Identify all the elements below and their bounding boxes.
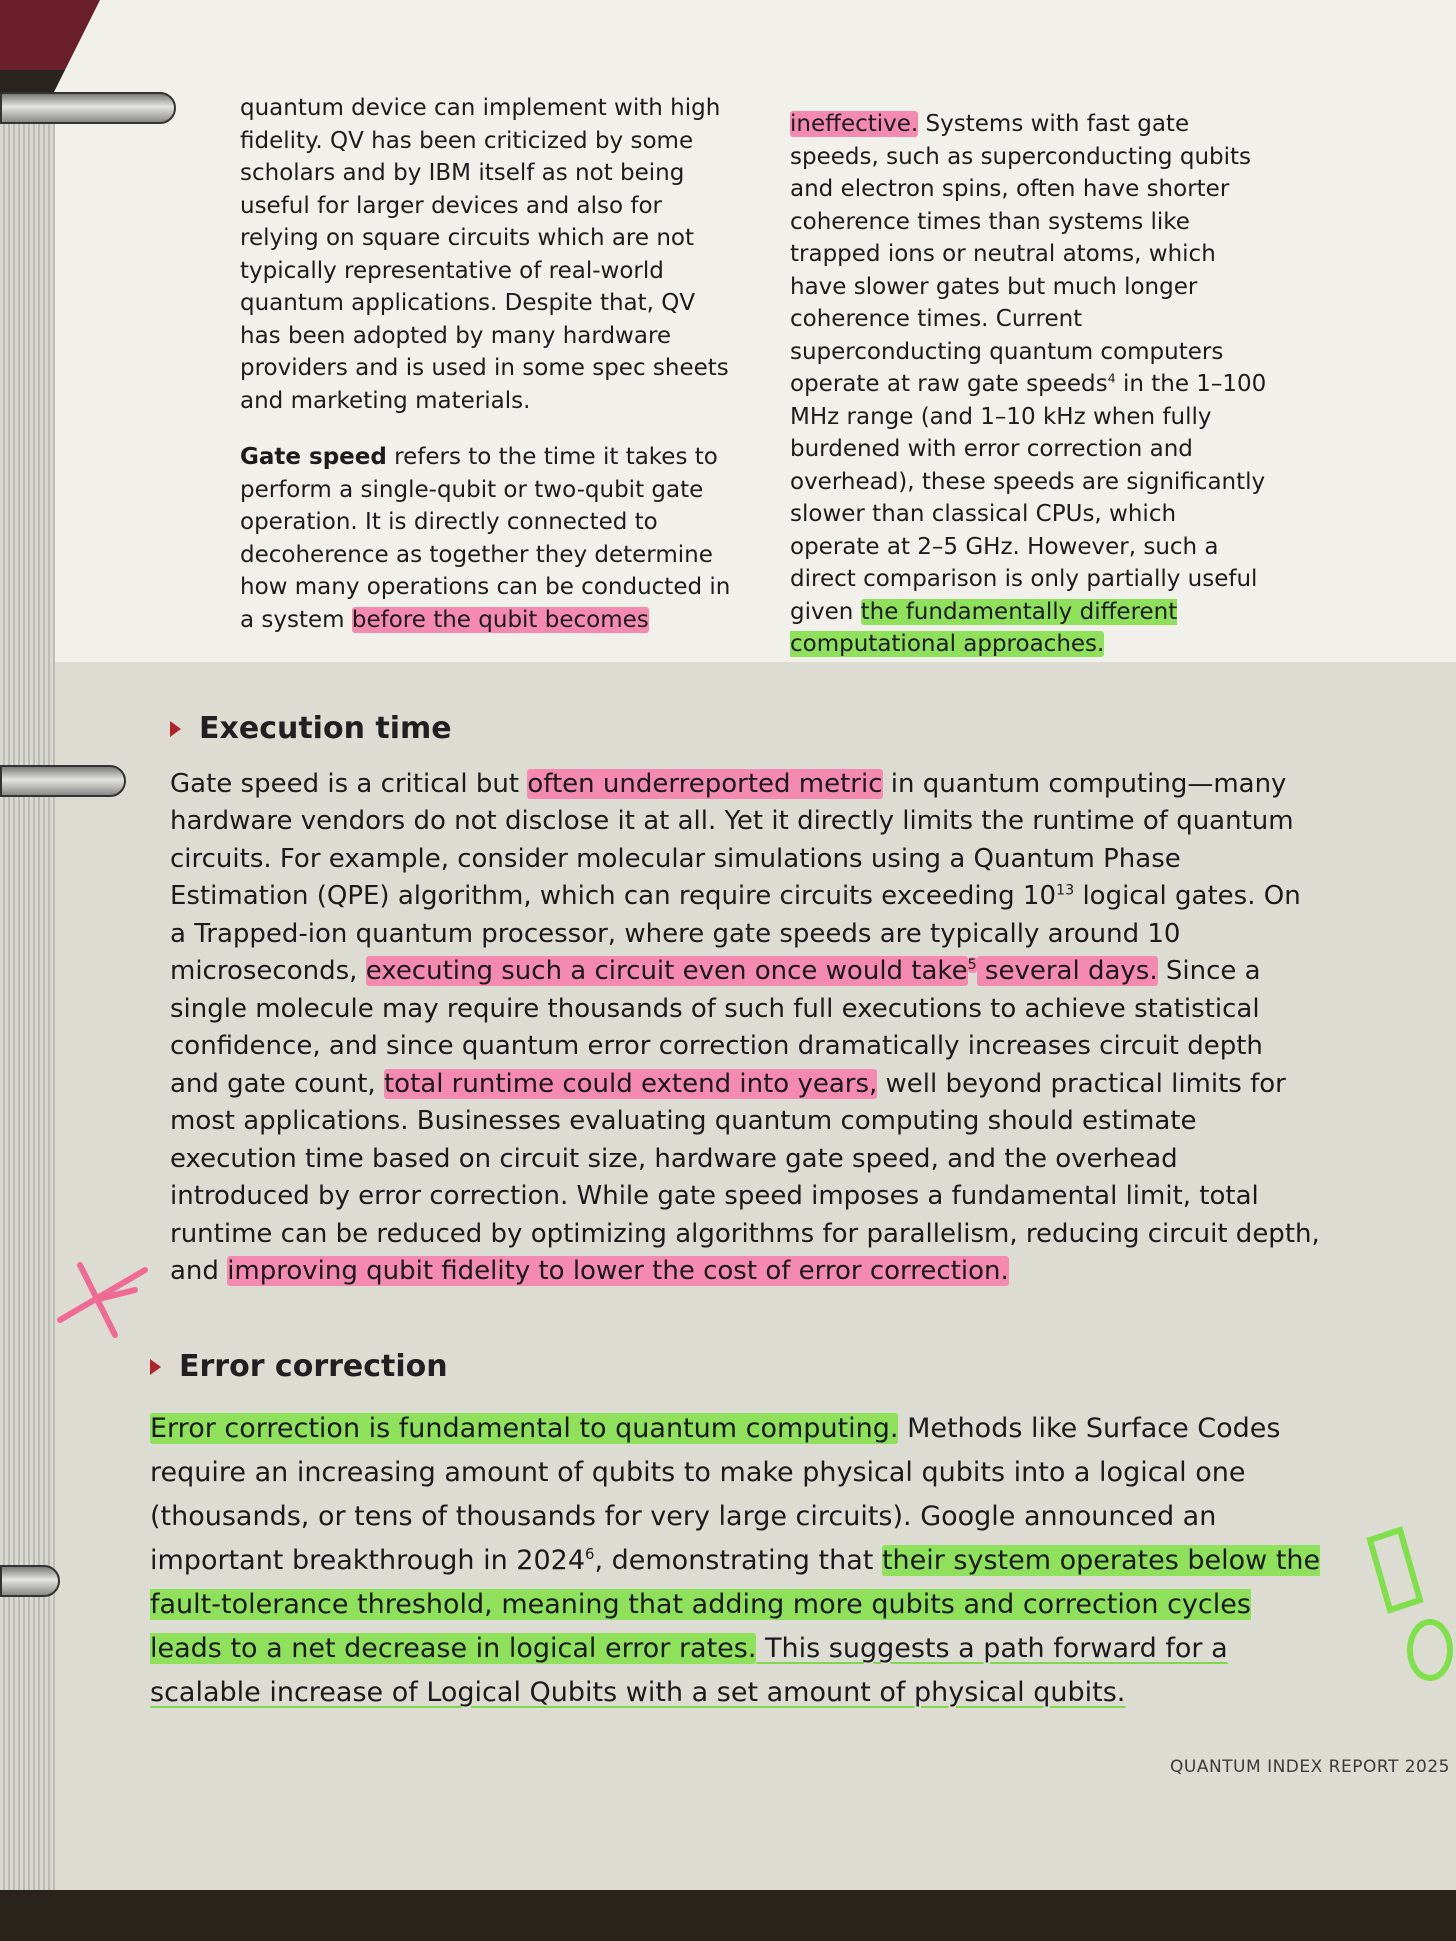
pink-highlight: executing such a circuit even once would take (365, 956, 968, 986)
execution-time-heading: Execution time (170, 710, 1320, 748)
footnote-ref: 6 (585, 1545, 595, 1563)
error-correction-paragraph: Error correction is fundamental to quantum computing. Methods like Surface Codes require an increasing amount of qubits to make physical qubits into a logical one (thousands, or tens of thousands for very large circuits). Google announced an important breakthrough in 2024$^6$, demonstrating that their system operates below the fault-tolerance threshold, meaning that adding more qubits and correction cycles leads to a net decrease in logical error rates. This suggests a path forward for a scalable increase of Logical Qubits with a set amount of physical qubits. (150, 1413, 1321, 1708)
pink-star-mark (60, 1265, 145, 1335)
pink-highlight: before the qubit becomes (351, 606, 649, 633)
report-footer: QUANTUM INDEX REPORT 2025 (1170, 1757, 1450, 1777)
green-underline: This suggests a path forward for a scalable increase of Logical Qubits with a set amount of physical qubits. (150, 1633, 1228, 1708)
pink-highlight: improving qubit fidelity to lower the cost of error correction. (227, 1256, 1009, 1286)
background-bottom (0, 1890, 1456, 1941)
pink-highlight: often underreported metric (527, 768, 883, 799)
gate-speed-paragraph: Gate speed refers to the time it takes to perform a single-qubit or two-qubit gate operation. It is directly connected to decoherence as together they determine how many operations can be conducted in a system before the qubit becomes (240, 444, 731, 633)
green-highlight: the fundamentally different computational approaches. (790, 598, 1178, 657)
error-correction-heading: Error correction (150, 1345, 1330, 1389)
green-margin-mark (1370, 1530, 1420, 1610)
footnote-ref: 5 (967, 957, 977, 974)
green-circle-mark (1410, 1622, 1450, 1678)
superscript: 13 (1055, 882, 1075, 899)
gate-speed-continued-paragraph: ineffective. Systems with fast gate speeds, such as superconducting qubits and electron spins, often have shorter coherence times than systems like trapped ions or neutral atoms, which have slower gates but much longer coherence times. Current superconducting quantum computers operate at raw gate speeds$^4$ in the 1–100 MHz range (and 1–10 kHz when fully burdened with error correction and overhead), these speeds are significantly slower than classical CPUs, which operate at 2–5 GHz. However, such a direct comparison is only partially useful given the fundamentally different computational approaches. (790, 111, 1267, 657)
gate-speed-term: Gate speed (240, 444, 387, 470)
green-highlight: their system operates below the fault-tolerance threshold, meaning that adding more qubits and correction cycles leads to a net decrease in logical error rates. (150, 1545, 1321, 1664)
pink-highlight: ineffective. (790, 111, 919, 137)
footnote-ref: 4 (1107, 370, 1116, 386)
qv-paragraph: quantum device can implement with high fidelity. QV has been criticized by some scholars and by IBM itself as not being useful for larger devices and also for relying on square circuits which are not typically representative of real-world quantum applications. Despite that, QV has been adopted by many hardware providers and is used in some spec sheets and marketing materials. (240, 95, 729, 414)
green-highlight: Error correction is fundamental to quantum computing. (150, 1413, 899, 1444)
pink-highlight: total runtime could extend into years, (383, 1068, 878, 1099)
pink-highlight: several days. (976, 956, 1158, 986)
execution-time-paragraph: Gate speed is a critical but often underreported metric in quantum computing—many hardware vendors do not disclose it at all. Yet it directly limits the runtime of quantum circuits. For example, consider molecular simulations using a Quantum Phase Estimation (QPE) algorithm, which can require circuits exceeding $10^{13}$ logical gates. On a Trapped-ion quantum processor, where gate speeds are typically around 10 microseconds, executing such a circuit even once would take$^5$ several days. Since a single molecule may require thousands of such full executions to achieve statistical confidence, and since quantum error correction dramatically increases circuit depth and gate count, total runtime could extend into years, well beyond practical limits for most applications. Businesses evaluating quantum computing should estimate execution time based on circuit size, hardware gate speed, and the overhead introduced by error correction. While gate speed imposes a fundamental limit, total runtime can be reduced by optimizing algorithms for parallelism, reducing circuit depth, and improving qubit fidelity to lower the cost of error correction. (170, 768, 1320, 1286)
